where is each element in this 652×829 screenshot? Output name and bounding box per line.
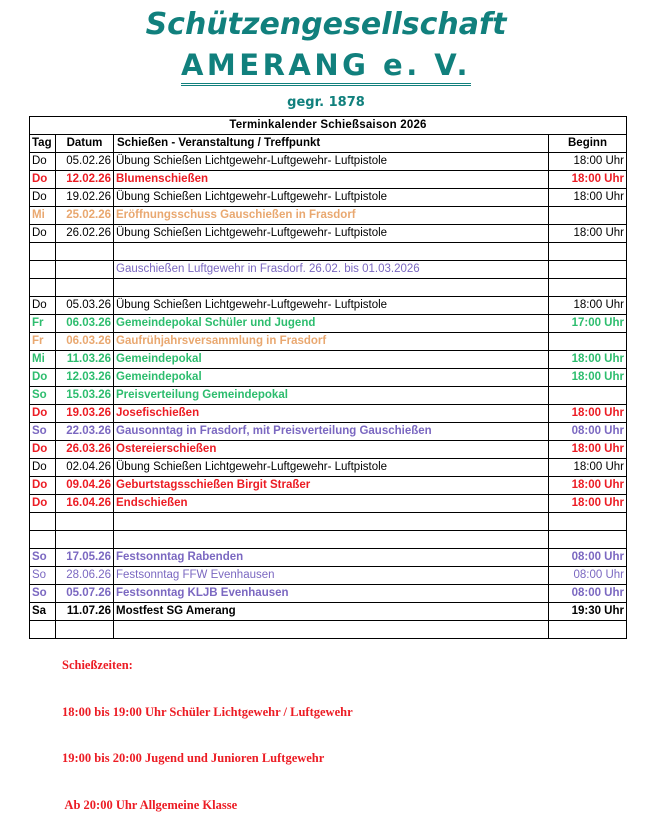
table-row xyxy=(30,495,627,513)
cell-event: Gaufrühjahrsversammlung in Frasdorf xyxy=(114,333,549,351)
cell-beginn: 18:00 Uhr xyxy=(549,171,627,189)
table-row xyxy=(30,297,627,315)
cell-event: Festsonntag Rabenden xyxy=(114,549,549,567)
cell-datum: 11.07.26 xyxy=(56,603,114,621)
cell-event: Übung Schießen Lichtgewehr-Luftgewehr- Luftpistole xyxy=(114,153,549,171)
table-row xyxy=(30,531,627,549)
cell-tag: Do xyxy=(30,297,56,315)
cell-datum: 06.03.26 xyxy=(56,333,114,351)
cell-tag: Sa xyxy=(30,603,56,621)
table-row xyxy=(30,459,627,477)
table-row xyxy=(30,225,627,243)
cell-tag: Do xyxy=(30,171,56,189)
table-row xyxy=(30,315,627,333)
calendar-table xyxy=(29,116,627,639)
cell-beginn: 18:00 Uhr xyxy=(549,441,627,459)
cell-beginn xyxy=(549,207,627,225)
cell-event: Übung Schießen Lichtgewehr-Luftgewehr- Luftpistole xyxy=(114,297,549,315)
cell-datum xyxy=(56,279,114,297)
cell-tag: Do xyxy=(30,189,56,207)
cell-tag: So xyxy=(30,567,56,585)
cell-datum: 25.02.26 xyxy=(56,207,114,225)
column-header-event: Schießen - Veranstaltung / Treffpunkt xyxy=(114,135,549,153)
cell-tag: Mi xyxy=(30,207,56,225)
table-row xyxy=(30,261,627,279)
cell-beginn xyxy=(549,243,627,261)
cell-tag: Do xyxy=(30,441,56,459)
column-header-tag: Tag xyxy=(30,135,56,153)
table-row xyxy=(30,441,627,459)
cell-tag: Do xyxy=(30,369,56,387)
cell-datum: 22.03.26 xyxy=(56,423,114,441)
cell-tag: Fr xyxy=(30,333,56,351)
table-row xyxy=(30,351,627,369)
cell-beginn: 08:00 Uhr xyxy=(549,585,627,603)
cell-datum: 12.02.26 xyxy=(56,171,114,189)
cell-tag: Mi xyxy=(30,351,56,369)
cell-beginn: 17:00 Uhr xyxy=(549,315,627,333)
cell-datum: 09.04.26 xyxy=(56,477,114,495)
cell-event: Übung Schießen Lichtgewehr-Luftgewehr- Luftpistole xyxy=(114,189,549,207)
cell-beginn: 18:00 Uhr xyxy=(549,351,627,369)
table-row xyxy=(30,279,627,297)
cell-tag xyxy=(30,279,56,297)
cell-event: Gemeindepokal Schüler und Jugend xyxy=(114,315,549,333)
table-row xyxy=(30,585,627,603)
cell-event: Festsonntag KLJB Evenhausen xyxy=(114,585,549,603)
cell-event: Übung Schießen Lichtgewehr-Luftgewehr- Luftpistole xyxy=(114,459,549,477)
cell-datum: 26.02.26 xyxy=(56,225,114,243)
cell-datum: 19.02.26 xyxy=(56,189,114,207)
cell-beginn xyxy=(549,261,627,279)
cell-event: Endschießen xyxy=(114,495,549,513)
club-name-line1: Schützengesellschaft xyxy=(145,7,507,42)
cell-tag: Do xyxy=(30,495,56,513)
table-row xyxy=(30,603,627,621)
cell-tag: Do xyxy=(30,153,56,171)
cell-event: Gemeindepokal xyxy=(114,369,549,387)
table-row xyxy=(30,549,627,567)
cell-datum xyxy=(56,261,114,279)
cell-datum: 05.02.26 xyxy=(56,153,114,171)
cell-beginn: 18:00 Uhr xyxy=(549,297,627,315)
cell-event: Blumenschießen xyxy=(114,171,549,189)
cell-datum: 17.05.26 xyxy=(56,549,114,567)
table-row xyxy=(30,333,627,351)
cell-beginn: 18:00 Uhr xyxy=(549,495,627,513)
cell-event: Josefischießen xyxy=(114,405,549,423)
cell-event xyxy=(114,243,549,261)
table-row xyxy=(30,189,627,207)
table-row xyxy=(30,387,627,405)
cell-beginn: 18:00 Uhr xyxy=(549,405,627,423)
cell-tag xyxy=(30,243,56,261)
cell-datum: 28.06.26 xyxy=(56,567,114,585)
table-row xyxy=(30,369,627,387)
cell-beginn xyxy=(549,387,627,405)
table-row xyxy=(30,405,627,423)
cell-event xyxy=(114,279,549,297)
shooting-times-note xyxy=(62,627,353,829)
column-header-datum: Datum xyxy=(56,135,114,153)
cell-tag xyxy=(30,261,56,279)
cell-beginn: 18:00 Uhr xyxy=(549,459,627,477)
cell-event: Gausonntag in Frasdorf, mit Preisverteilung Gauschießen xyxy=(114,423,549,441)
cell-datum: 06.03.26 xyxy=(56,315,114,333)
cell-tag xyxy=(30,531,56,549)
cell-event: Preisverteilung Gemeindepokal xyxy=(114,387,549,405)
cell-beginn: 08:00 Uhr xyxy=(549,549,627,567)
cell-beginn xyxy=(549,333,627,351)
table-row xyxy=(30,243,627,261)
cell-event xyxy=(114,531,549,549)
cell-tag: So xyxy=(30,549,56,567)
cell-tag: Do xyxy=(30,477,56,495)
table-row xyxy=(30,153,627,171)
cell-datum xyxy=(56,513,114,531)
cell-tag: Fr xyxy=(30,315,56,333)
cell-datum: 12.03.26 xyxy=(56,369,114,387)
cell-event: Eröffnungsschuss Gauschießen in Frasdorf xyxy=(114,207,549,225)
calendar-title-row xyxy=(30,117,627,135)
table-row xyxy=(30,477,627,495)
cell-datum xyxy=(56,243,114,261)
club-name-line2: AMERANG e. V. xyxy=(180,48,472,82)
table-row xyxy=(30,171,627,189)
cell-event: Geburtstagsschießen Birgit Straßer xyxy=(114,477,549,495)
table-row xyxy=(30,423,627,441)
calendar-container xyxy=(29,116,626,639)
cell-beginn: 18:00 Uhr xyxy=(549,153,627,171)
cell-beginn xyxy=(549,279,627,297)
club-founded-year: gegr. 1878 xyxy=(287,95,365,110)
table-row xyxy=(30,513,627,531)
cell-datum: 02.04.26 xyxy=(56,459,114,477)
cell-tag xyxy=(30,513,56,531)
cell-event: Festsonntag FFW Evenhausen xyxy=(114,567,549,585)
cell-event: Mostfest SG Amerang xyxy=(114,603,549,621)
cell-tag: So xyxy=(30,423,56,441)
cell-event: Übung Schießen Lichtgewehr-Luftgewehr- Luftpistole xyxy=(114,225,549,243)
cell-beginn xyxy=(549,621,627,639)
cell-beginn: 19:30 Uhr xyxy=(549,603,627,621)
cell-event: Gemeindepokal xyxy=(114,351,549,369)
cell-tag: Do xyxy=(30,405,56,423)
cell-tag: Do xyxy=(30,225,56,243)
cell-beginn: 18:00 Uhr xyxy=(549,477,627,495)
cell-tag: So xyxy=(30,585,56,603)
cell-datum: 19.03.26 xyxy=(56,405,114,423)
table-row xyxy=(30,567,627,585)
calendar-header-row xyxy=(30,135,627,153)
cell-beginn: 18:00 Uhr xyxy=(549,369,627,387)
cell-datum: 05.03.26 xyxy=(56,297,114,315)
cell-beginn xyxy=(549,513,627,531)
cell-event: Gauschießen Luftgewehr in Frasdorf. 26.02. bis 01.03.2026 xyxy=(114,261,549,279)
cell-event: Ostereierschießen xyxy=(114,441,549,459)
cell-datum: 15.03.26 xyxy=(56,387,114,405)
cell-datum: 16.04.26 xyxy=(56,495,114,513)
cell-tag: So xyxy=(30,387,56,405)
shooting-times-title: Schießzeiten: xyxy=(62,658,133,672)
table-row xyxy=(30,207,627,225)
cell-beginn: 08:00 Uhr xyxy=(549,423,627,441)
cell-beginn: 18:00 Uhr xyxy=(549,225,627,243)
page-title: Terminkalender Schießsaison 2026 xyxy=(30,117,627,135)
cell-beginn xyxy=(549,531,627,549)
cell-datum xyxy=(56,531,114,549)
cell-event xyxy=(114,513,549,531)
club-name-underline xyxy=(181,49,471,86)
club-header xyxy=(0,0,652,110)
cell-datum: 11.03.26 xyxy=(56,351,114,369)
shooting-times-line-2: 19:00 bis 20:00 Jugend und Junioren Luftgewehr xyxy=(62,751,325,765)
cell-tag xyxy=(30,621,56,639)
column-header-beginn: Beginn xyxy=(549,135,627,153)
shooting-times-line-3: Ab 20:00 Uhr Allgemeine Klasse xyxy=(62,797,238,812)
cell-datum: 05.07.26 xyxy=(56,585,114,603)
calendar-table-body xyxy=(30,117,627,639)
cell-beginn: 08:00 Uhr xyxy=(549,567,627,585)
cell-tag: Do xyxy=(30,459,56,477)
cell-datum: 26.03.26 xyxy=(56,441,114,459)
shooting-times-line-1: 18:00 bis 19:00 Uhr Schüler Lichtgewehr / Luftgewehr xyxy=(62,704,353,719)
cell-beginn: 18:00 Uhr xyxy=(549,189,627,207)
